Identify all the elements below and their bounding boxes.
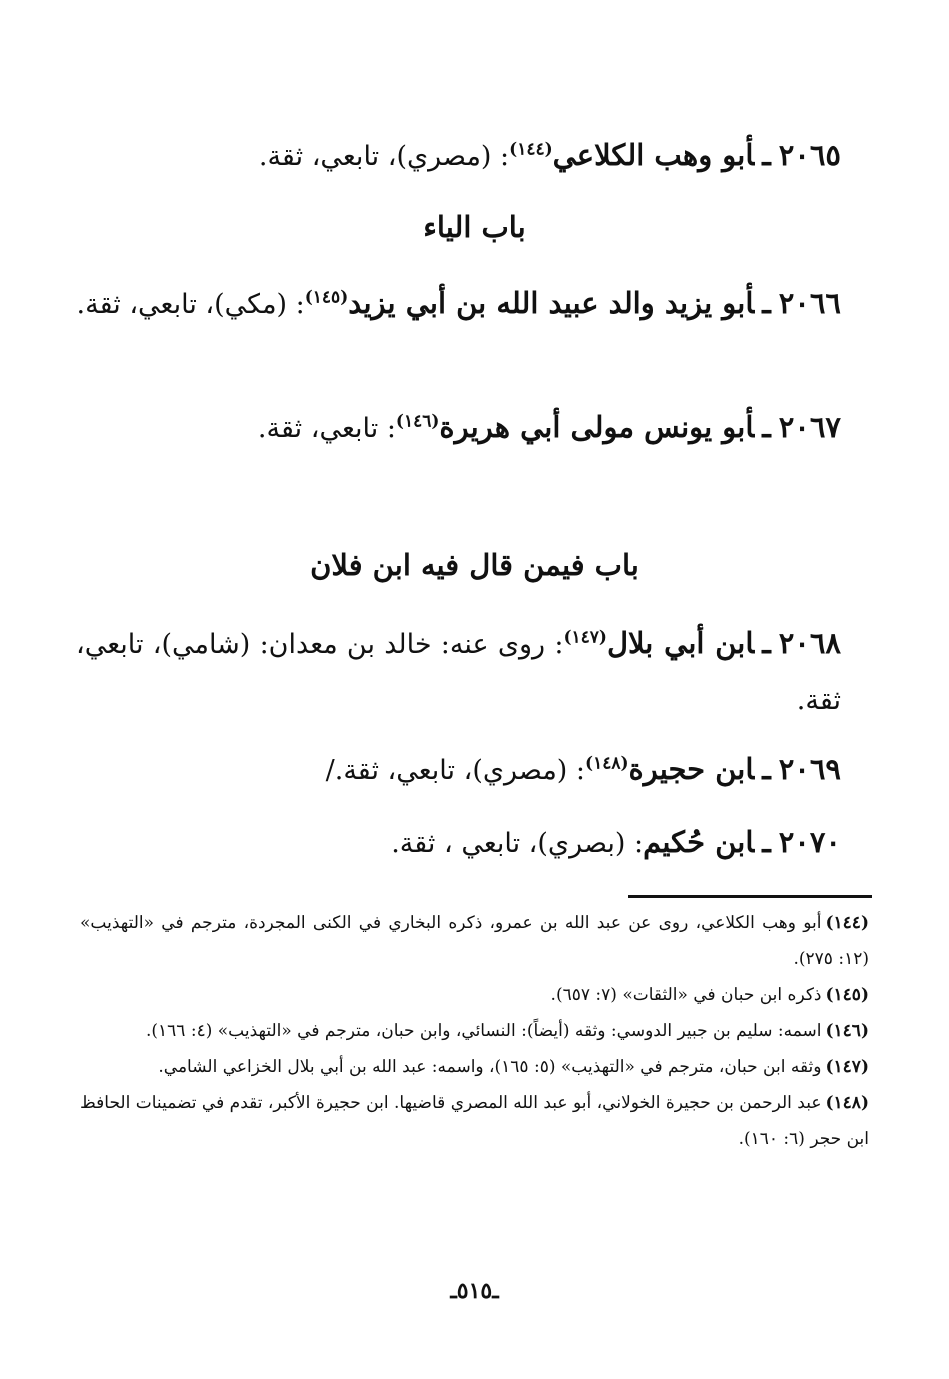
section-heading-ibn-fulan: باب فيمن قال فيه ابن فلان bbox=[310, 548, 639, 582]
entry-name: ابن حجيرة bbox=[628, 752, 755, 786]
footnote-ref: (١٤٨) bbox=[585, 753, 629, 774]
entry-number: ٢٠٦٧ bbox=[778, 410, 841, 444]
footnote-144 bbox=[80, 905, 869, 977]
entry-name: أبو يونس مولى أبي هريرة bbox=[439, 410, 755, 444]
entry-dash: ـ bbox=[762, 825, 771, 859]
footnote-ref: (١٤٤) bbox=[509, 139, 553, 160]
entry-number: ٢٠٦٦ bbox=[778, 286, 841, 320]
entry-number: ٢٠٧٠ bbox=[778, 825, 841, 859]
entry-dash: ـ bbox=[762, 138, 771, 172]
footnote-text: ذكره ابن حبان في «الثقات» (٧: ٦٥٧). bbox=[550, 985, 822, 1005]
footnote-ref: (١٤٧) bbox=[563, 627, 607, 648]
entry-description: : تابعي، ثقة. bbox=[257, 413, 396, 444]
entry-number: ٢٠٦٩ bbox=[778, 752, 841, 786]
footnote-145 bbox=[80, 977, 869, 1013]
entry-2070 bbox=[76, 815, 841, 871]
footnote-number: (١٤٧) bbox=[825, 1057, 869, 1077]
page-number: ـ٥١٥ـ bbox=[450, 1278, 499, 1304]
entry-dash: ـ bbox=[762, 410, 771, 444]
footnotes bbox=[80, 905, 869, 1157]
footnote-146 bbox=[80, 1013, 869, 1049]
entry-2069 bbox=[76, 742, 841, 798]
entry-number: ٢٠٦٨ bbox=[778, 626, 841, 660]
footnote-147 bbox=[80, 1049, 869, 1085]
entry-description: : (مصري)، تابعي، ثقة. bbox=[258, 141, 510, 172]
entry-name: أبو يزيد والد عبيد الله بن أبي يزيد bbox=[348, 286, 755, 320]
entry-dash: ـ bbox=[762, 286, 771, 320]
entry-2065 bbox=[76, 128, 841, 184]
entry-2067 bbox=[76, 400, 841, 456]
footnote-number: (١٤٤) bbox=[825, 913, 869, 933]
footnote-ref: (١٤٦) bbox=[395, 411, 440, 432]
footnote-ref: (١٤٥) bbox=[304, 287, 349, 308]
footnote-text: عبد الرحمن بن حجيرة الخولاني، أبو عبد الله المصري قاضيها. ابن حجيرة الأكبر، تقدم في تضمينات الحافظ ابن حجر (٦: ١٦٠). bbox=[80, 1093, 869, 1149]
entry-description: : (مكي)، تابعي، ثقة. bbox=[76, 289, 305, 320]
entry-description: : (مصري)، تابعي، ثقة./ bbox=[325, 755, 586, 786]
entry-description: : روى عنه: خالد بن معدان: (شامي)، تابعي، ثقة. bbox=[76, 629, 841, 716]
entry-name: أبو وهب الكلاعي bbox=[552, 138, 755, 172]
footnote-number: (١٤٦) bbox=[825, 1021, 869, 1041]
footnote-number: (١٤٨) bbox=[825, 1093, 869, 1113]
entry-number: ٢٠٦٥ bbox=[778, 138, 841, 172]
footnote-separator-rule bbox=[628, 895, 872, 898]
entry-2068 bbox=[76, 616, 841, 728]
entry-description: : (بصري)، تابعي ، ثقة. bbox=[391, 828, 644, 859]
footnote-text: أبو وهب الكلاعي، روى عن عبد الله بن عمرو، ذكره البخاري في الكنى المجردة، مترجم في «التهذيب» (١٢: ٢٧٥). bbox=[80, 913, 869, 969]
entry-name: ابن أبي بلال bbox=[606, 626, 755, 660]
entry-dash: ـ bbox=[762, 752, 771, 786]
section-heading-ya: باب الياء bbox=[423, 210, 526, 244]
entry-name: ابن حُكيم bbox=[643, 825, 755, 859]
entry-2066 bbox=[76, 276, 841, 332]
footnote-number: (١٤٥) bbox=[825, 985, 869, 1005]
entry-dash: ـ bbox=[762, 626, 771, 660]
footnote-148 bbox=[80, 1085, 869, 1157]
footnote-text: اسمه: سليم بن جبير الدوسي: وثقه (أيضاً): النسائي، وابن حبان، مترجم في «التهذيب» (٤: ١٦٦). bbox=[145, 1021, 822, 1041]
footnote-text: وثقه ابن حبان، مترجم في «التهذيب» (٥: ١٦٥)، واسمه: عبد الله بن أبي بلال الخزاعي الشامي. bbox=[158, 1057, 822, 1077]
